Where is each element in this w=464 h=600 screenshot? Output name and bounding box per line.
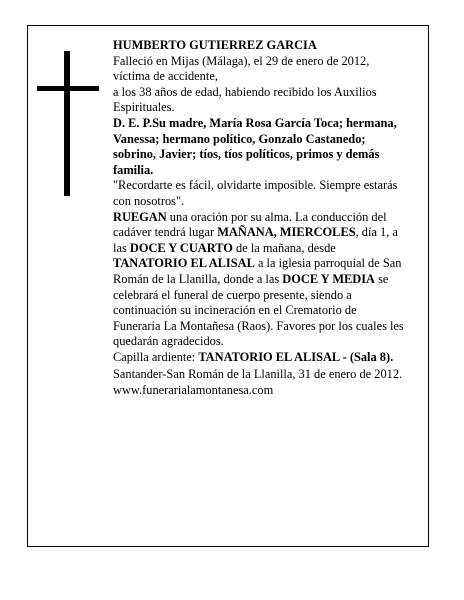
deceased-name: HUMBERTO GUTIERREZ GARCIA: [113, 38, 317, 52]
quote: "Recordarte es fácil, olvidarte imposible. Siempre estarás con nosotros".: [113, 178, 398, 208]
obituary-text: [113, 38, 405, 399]
cross-icon: [37, 51, 99, 196]
death-line-3: a los 38 años de edad, habiendo recibido los Auxilios Espirituales.: [113, 84, 377, 115]
website-link[interactable]: www.funerarialamontanesa.com: [113, 383, 274, 398]
place-date: Santander-San Román de la Llanilla, 31 de enero de 2012.: [113, 367, 403, 382]
death-line-2: víctima de accidente,: [113, 69, 218, 84]
funeral-request: RUEGAN una oración por su alma. La conducción del cadáver tendrá lugar MAÑANA, MIERCOLES, día 1, a las DOCE Y CUARTO de la mañana, desde TANATORIO EL ALISAL a la iglesia parroquial de San Román de la Llanilla, donde a las DOCE Y MEDIA se celebrará el funeral de cuerpo presente, siendo a continuación su incineración en el Crematorio de Funeraria La Montañesa (Raos). Favores por los cuales les quedarán agradecidos.: [113, 209, 404, 349]
family-list: D. E. P.Su madre, María Rosa García Toca; hermana, Vanessa; hermano político, Gonzalo Castanedo; sobrino, Javier; tíos, tíos políticos, primos y demás familia.: [113, 115, 397, 177]
death-line-1: Falleció en Mijas (Málaga), el 29 de enero de 2012,: [113, 53, 370, 68]
chapel-info: Capilla ardiente: TANATORIO EL ALISAL - (Sala 8).: [113, 349, 394, 364]
